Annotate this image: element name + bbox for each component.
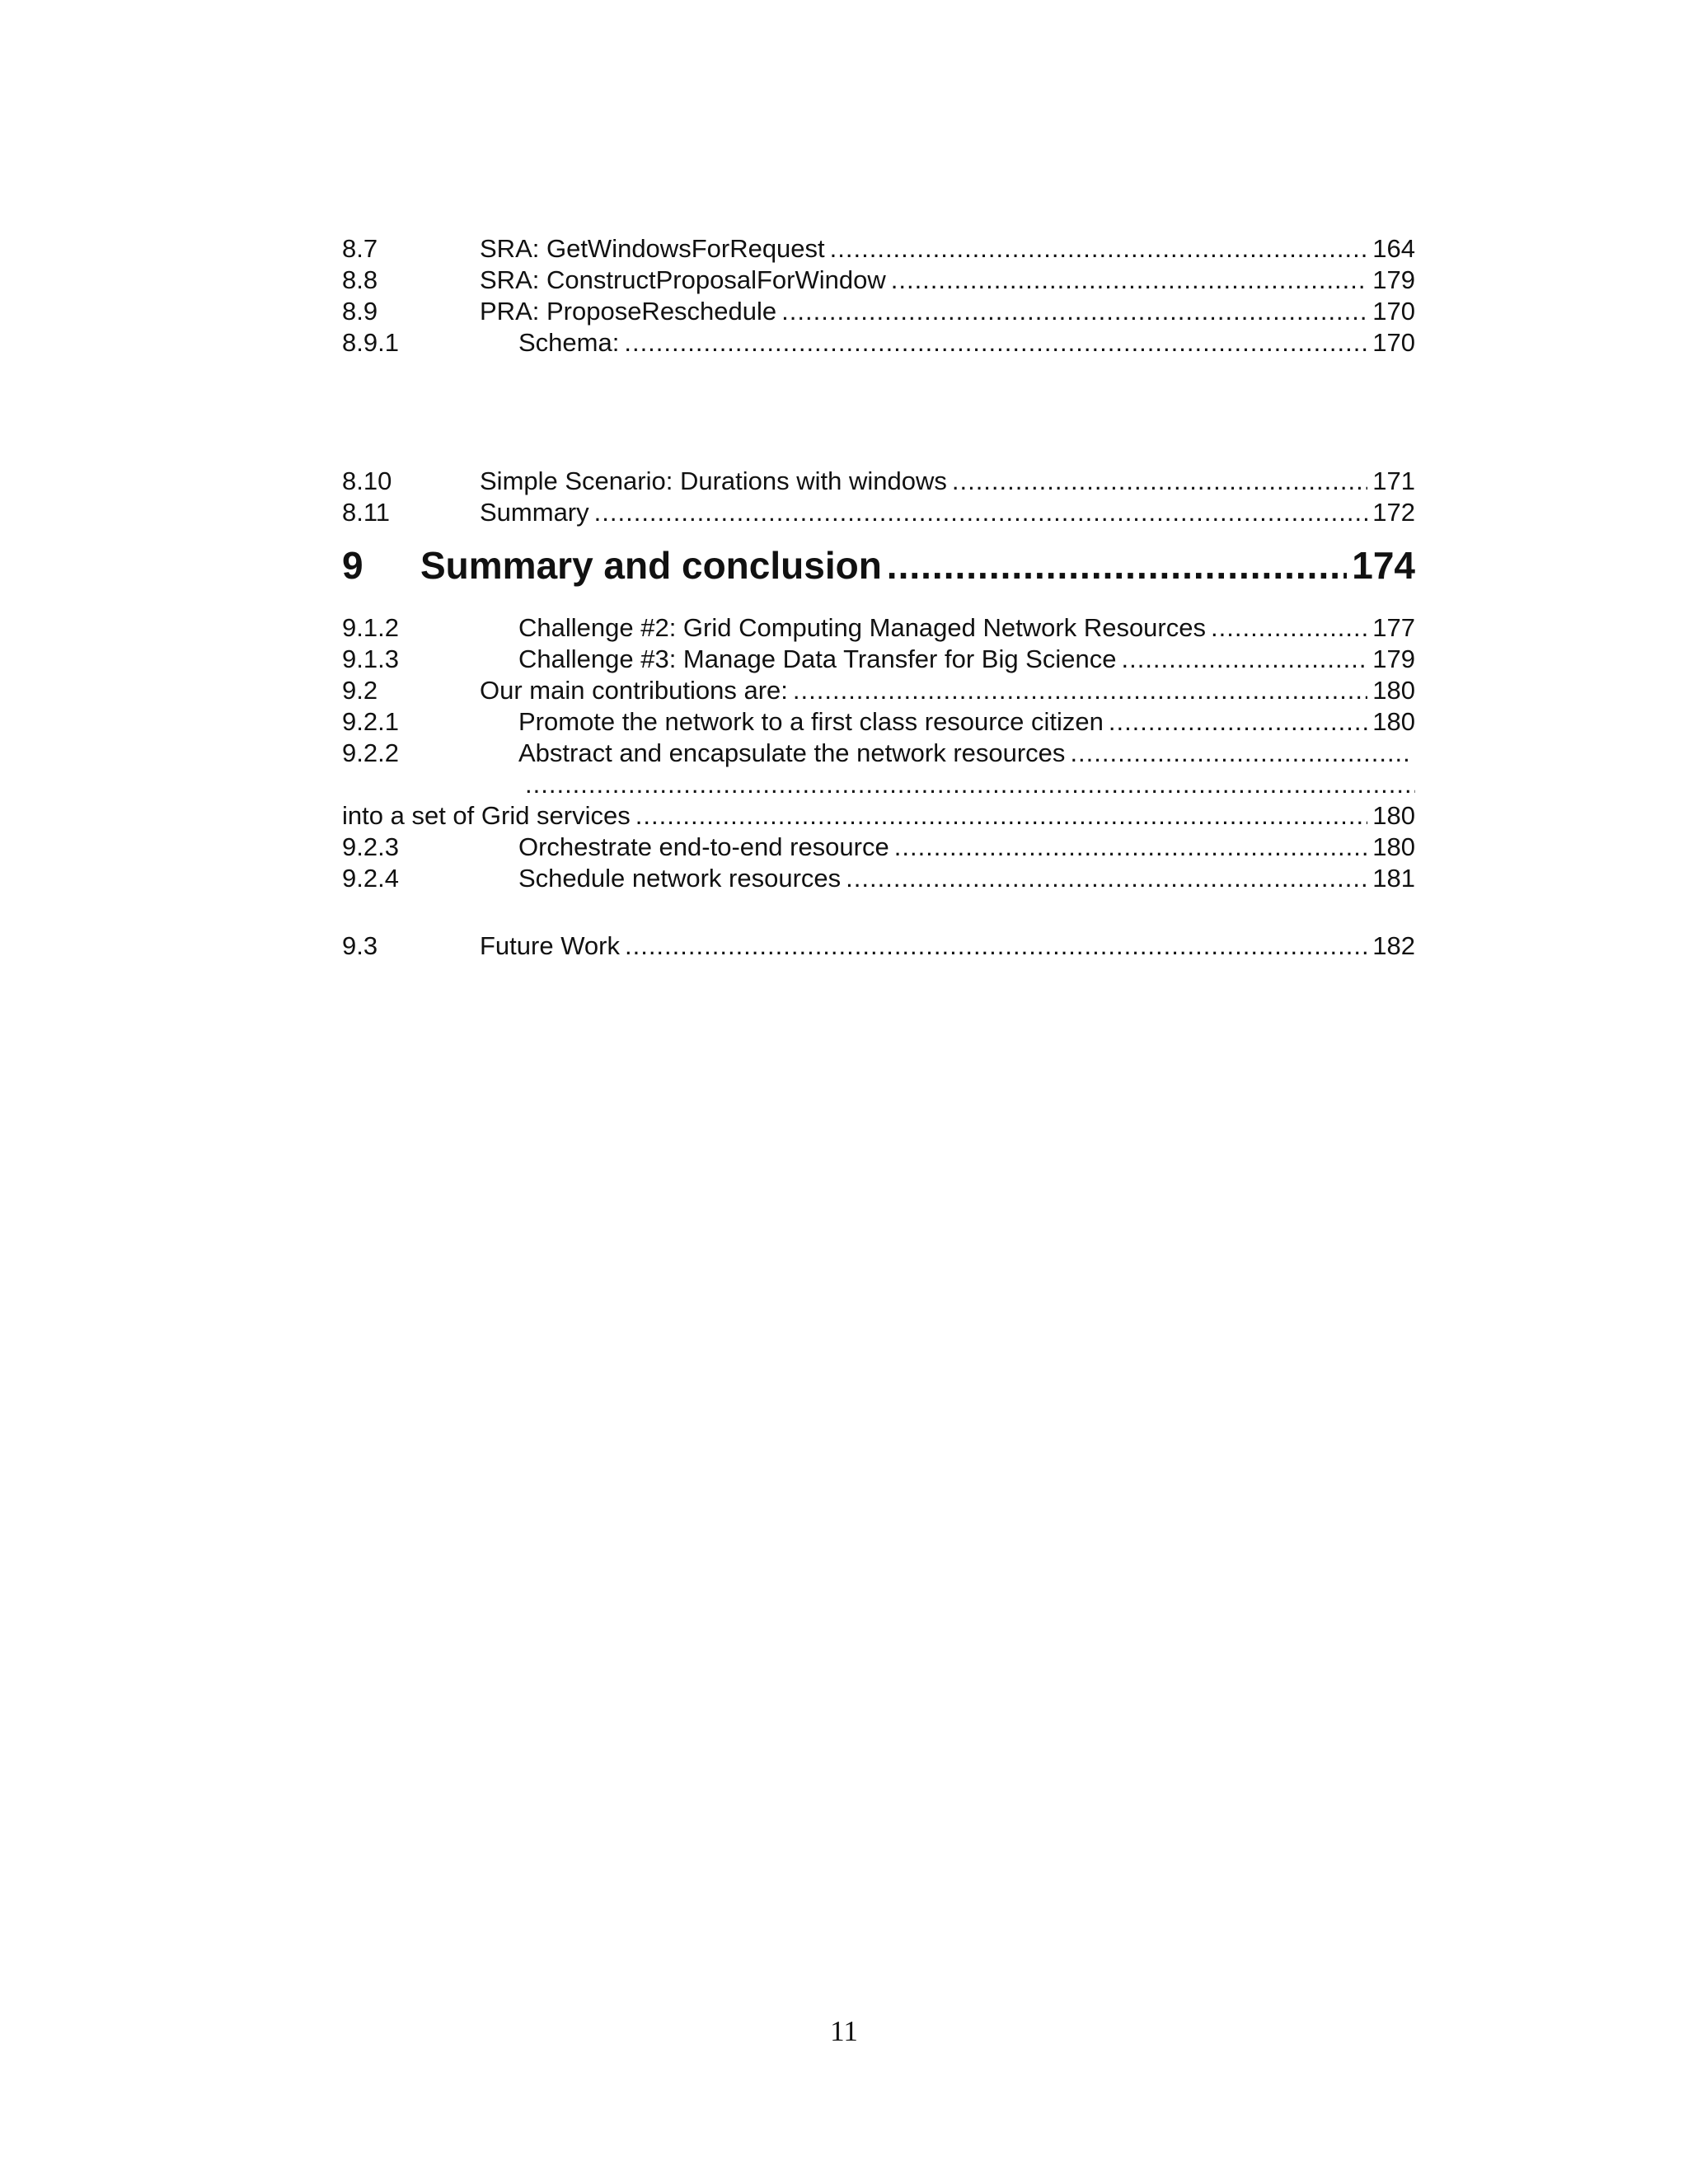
toc-entry-title: Abstract and encapsulate the network resources	[518, 738, 1066, 767]
toc-entry-title: Schema:	[518, 328, 620, 357]
toc-entry-number: 8.11	[342, 498, 391, 527]
toc-entry-page: 170	[1372, 328, 1415, 357]
toc-entry-page: 180	[1372, 801, 1415, 830]
toc-entry-title: Schedule network resources	[518, 864, 842, 893]
toc-entry-9-2-1[interactable]	[342, 706, 1415, 738]
toc-entry-9-1-3[interactable]	[342, 644, 1415, 675]
toc-dot-leader	[624, 327, 1367, 359]
toc-chapter-title: Summary and conclusion	[420, 544, 882, 587]
toc-dot-leader	[952, 466, 1367, 497]
toc-entry-title: Challenge #2: Grid Computing Managed Network Resources	[518, 613, 1206, 642]
toc-entry-title: Simple Scenario: Durations with windows	[480, 466, 947, 495]
toc-entry-title: SRA: GetWindowsForRequest	[480, 234, 825, 263]
toc-dot-leader	[830, 233, 1368, 265]
toc-entry-9-2-2[interactable]	[342, 738, 1415, 769]
toc-entry-title: Future Work	[480, 931, 620, 960]
toc-entry-8-9-1[interactable]	[342, 327, 1415, 359]
toc-entry-9-2-3[interactable]	[342, 832, 1415, 863]
toc-entry-number: 9.1.3	[342, 644, 399, 673]
toc-dot-leader	[891, 265, 1368, 296]
toc-entry-page: 182	[1372, 931, 1415, 960]
toc-dot-leader	[1070, 738, 1409, 769]
toc-entry-title: SRA: ConstructProposalForWindow	[480, 265, 886, 294]
toc-entry-title: Promote the network to a first class resource citizen	[518, 707, 1104, 736]
toc-dot-leader	[625, 930, 1367, 962]
toc-entry-8-10[interactable]	[342, 466, 1415, 497]
toc-entry-8-11[interactable]	[342, 497, 1415, 528]
page-number: 11	[830, 2015, 858, 2047]
toc-entry-number: 9.3	[342, 931, 378, 960]
toc-entry-number: 8.7	[342, 234, 378, 263]
toc-entry-page: 164	[1372, 234, 1415, 263]
toc-entry-title: into a set of Grid services	[342, 801, 631, 830]
toc-entry-page: 172	[1372, 498, 1415, 527]
toc-entry-8-7[interactable]	[342, 233, 1415, 265]
toc-entry-page: 179	[1372, 265, 1415, 294]
toc-entry-9-1-2[interactable]	[342, 612, 1415, 644]
toc-dot-leader	[1211, 612, 1367, 644]
toc-entry-page: 180	[1372, 832, 1415, 861]
toc-entry-number: 9.2.1	[342, 707, 399, 736]
toc-spacer	[342, 602, 1415, 612]
toc-entry-number: 8.9.1	[342, 328, 399, 357]
toc-entry-page: 170	[1372, 297, 1415, 326]
toc-spacer	[342, 359, 1415, 466]
toc-entry-page: 179	[1372, 644, 1415, 673]
toc-dot-leader	[635, 800, 1368, 832]
table-of-contents	[342, 233, 1415, 962]
toc-entry-number: 9.1.2	[342, 613, 399, 642]
toc-entry-number: 9.2	[342, 676, 378, 705]
toc-entry-number: 8.9	[342, 297, 378, 326]
toc-entry-page: 177	[1372, 613, 1415, 642]
toc-entry-title: Orchestrate end-to-end resource	[518, 832, 889, 861]
toc-dot-leader	[1121, 644, 1367, 675]
toc-entry-number: 9.2.2	[342, 738, 399, 767]
toc-entry-title: Challenge #3: Manage Data Transfer for Big Science	[518, 644, 1117, 673]
toc-spacer	[342, 894, 1415, 930]
toc-entry-number: 8.8	[342, 265, 378, 294]
toc-entry-9-3[interactable]	[342, 930, 1415, 962]
toc-dot-leader	[594, 497, 1368, 528]
toc-entry-9-2-4[interactable]	[342, 863, 1415, 894]
toc-entry-number: 9.2.3	[342, 832, 399, 861]
toc-dot-leader	[846, 863, 1367, 894]
toc-dot-leader-line	[342, 769, 1415, 800]
toc-chapter-9[interactable]	[342, 528, 1415, 602]
toc-dot-leader	[887, 528, 1347, 602]
toc-dot-leader	[781, 296, 1367, 327]
toc-dot-leader	[793, 675, 1367, 706]
toc-chapter-page: 174	[1352, 544, 1415, 587]
toc-entry-title: Our main contributions are:	[480, 676, 788, 705]
toc-entry-9-2[interactable]	[342, 675, 1415, 706]
toc-entry-title: PRA: ProposeReschedule	[480, 297, 777, 326]
toc-entry-title: Summary	[480, 498, 589, 527]
toc-entry-8-8[interactable]	[342, 265, 1415, 296]
toc-entry-page: 181	[1372, 864, 1415, 893]
toc-entry-page: 180	[1372, 676, 1415, 705]
toc-entry-continuation[interactable]	[342, 800, 1415, 832]
toc-entry-page: 171	[1372, 466, 1415, 495]
toc-dot-leader	[1109, 706, 1367, 738]
toc-entry-8-9[interactable]	[342, 296, 1415, 327]
toc-entry-number: 9.2.4	[342, 864, 399, 893]
toc-entry-number: 8.10	[342, 466, 392, 495]
toc-entry-page: 180	[1372, 707, 1415, 736]
toc-chapter-number: 9	[342, 544, 363, 587]
toc-dot-leader	[894, 832, 1368, 863]
